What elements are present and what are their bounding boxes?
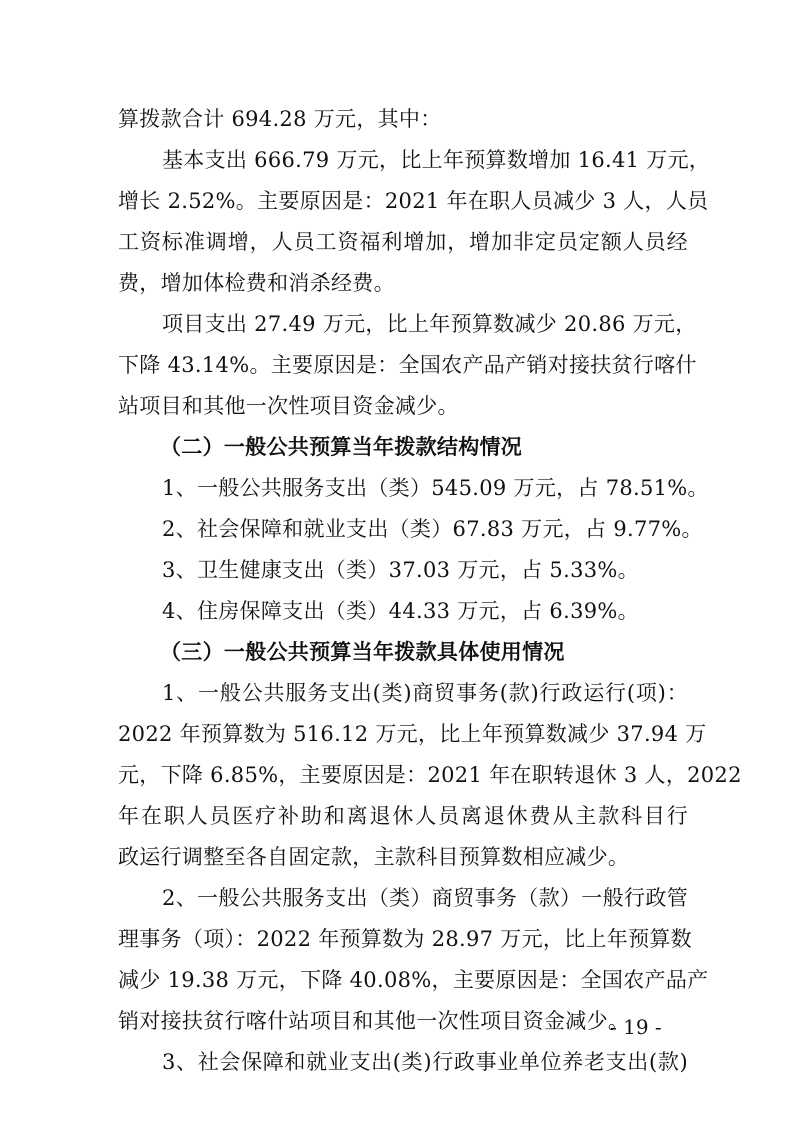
text-line-4: 工资标准调增，人员工资福利增加，增加非定员定额人员经	[118, 230, 688, 254]
section-heading-3: （三）一般公共预算当年拨款具体使用情况	[160, 640, 565, 664]
text-line-17: 元，下降 6.85%，主要原因是：2021 年在职转退休 3 人，2022	[118, 763, 742, 787]
text-line-1: 算拨款合计 694.28 万元，其中：	[118, 107, 442, 131]
page-number: - 19 -	[610, 1015, 662, 1039]
list-item-2: 2、社会保障和就业支出（类）67.83 万元，占 9.77%。	[162, 517, 703, 541]
list-item-4: 4、住房保障支出（类）44.33 万元，占 6.39%。	[162, 599, 639, 623]
text-line-6: 项目支出 27.49 万元，比上年预算数减少 20.86 万元，	[162, 312, 697, 336]
text-line-20: 2、一般公共服务支出（类）商贸事务（款）一般行政管	[162, 886, 688, 910]
text-line-2: 基本支出 666.79 万元，比上年预算数增加 16.41 万元，	[162, 148, 711, 172]
text-line-24: 3、社会保障和就业支出(类)行政事业单位养老支出(款)	[162, 1050, 688, 1074]
text-line-23: 销对接扶贫行喀什站项目和其他一次性项目资金减少。	[118, 1009, 630, 1033]
text-line-8: 站项目和其他一次性项目资金减少。	[118, 394, 459, 418]
text-line-19: 政运行调整至各自固定款，主款科目预算数相应减少。	[118, 845, 630, 869]
list-item-3: 3、卫生健康支出（类）37.03 万元，占 5.33%。	[162, 558, 639, 582]
text-line-5: 费，增加体检费和消杀经费。	[118, 271, 395, 295]
text-line-3: 增长 2.52%。主要原因是：2021 年在职人员减少 3 人，人员	[118, 189, 709, 213]
list-item-1: 1、一般公共服务支出（类）545.09 万元，占 78.51%。	[162, 476, 709, 500]
text-line-22: 减少 19.38 万元，下降 40.08%，主要原因是：全国农产品产	[118, 968, 709, 992]
text-line-7: 下降 43.14%。主要原因是：全国农产品产销对接扶贫行喀什	[118, 353, 697, 377]
section-heading-2: （二）一般公共预算当年拨款结构情况	[160, 435, 523, 459]
text-line-18: 年在职人员医疗补助和离退休人员离退休费从主款科目行	[118, 804, 688, 828]
text-line-21: 理事务（项）：2022 年预算数为 28.97 万元，比上年预算数	[118, 927, 692, 951]
text-line-16: 2022 年预算数为 516.12 万元，比上年预算数减少 37.94 万	[118, 722, 707, 746]
text-line-15: 1、一般公共服务支出(类)商贸事务(款)行政运行(项)：	[162, 681, 688, 705]
